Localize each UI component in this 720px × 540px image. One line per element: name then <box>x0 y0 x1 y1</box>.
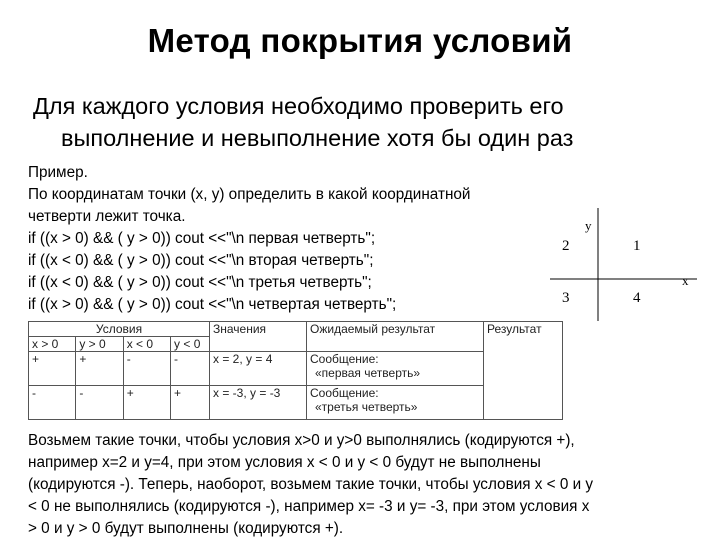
header-conditions: Условия <box>29 322 210 337</box>
mark-cell: - <box>123 352 170 386</box>
expected-cell <box>307 386 484 420</box>
values-cell: x = -3, y = -3 <box>210 386 307 420</box>
mark-cell: + <box>123 386 170 420</box>
quadrant-2-label: 2 <box>562 238 570 254</box>
condition-x-lt-0: x < 0 <box>123 337 170 352</box>
code-line: if ((x < 0) && ( y > 0)) cout <<"\n вторая четверть"; <box>28 252 374 269</box>
x-axis-label: x <box>682 273 689 288</box>
quadrant-1-label: 1 <box>633 238 641 254</box>
expected-line-2: «первая четверть» <box>315 366 421 380</box>
intro-text <box>33 90 713 154</box>
code-line: if ((x > 0) && ( y > 0)) cout <<"\n первая четверть"; <box>28 230 376 247</box>
condition-x-gt-0: x > 0 <box>29 337 76 352</box>
table-row <box>29 386 563 420</box>
mark-cell: - <box>76 386 123 420</box>
expected-line-2: «третья четверть» <box>315 400 418 414</box>
mark-cell: + <box>29 352 76 386</box>
explanation-line: Возьмем такие точки, чтобы условия x>0 и y>0 выполнялись (кодируются +), <box>28 432 575 449</box>
conditions-table <box>28 321 563 420</box>
intro-line-1: Для каждого условия необходимо проверить его <box>33 93 564 119</box>
expected-line-1: Сообщение: <box>310 386 379 400</box>
example-line: четверти лежит точка. <box>28 208 186 225</box>
example-line: По координатам точки (x, y) определить в какой координатной <box>28 186 471 203</box>
intro-line-2: выполнение и невыполнение хотя бы один раз <box>61 125 574 151</box>
explanation-line: < 0 не выполнялись (кодируются -), например x= -3 и y= -3, при этом условия x <box>28 498 590 515</box>
slide-title: Метод покрытия условий <box>147 22 573 59</box>
header-values: Значения <box>210 322 307 352</box>
table-header-row <box>29 322 563 337</box>
expected-line-1: Сообщение: <box>310 352 379 366</box>
code-line: if ((x < 0) && ( y > 0)) cout <<"\n третья четверть"; <box>28 274 372 291</box>
expected-cell <box>307 352 484 386</box>
header-expected: Ожидаемый результат <box>307 322 484 352</box>
explanation-line: например x=2 и y=4, при этом условия x < 0 и y < 0 будут не выполнены <box>28 454 541 471</box>
y-axis-label: y <box>585 218 592 233</box>
quadrant-4-label: 4 <box>633 290 641 306</box>
mark-cell: - <box>171 352 210 386</box>
quadrant-3-label: 3 <box>562 290 570 306</box>
coordinate-axes-diagram <box>545 205 705 325</box>
table-row <box>29 352 563 386</box>
condition-y-gt-0: y > 0 <box>76 337 123 352</box>
mark-cell: + <box>76 352 123 386</box>
code-line: if ((x > 0) && ( y > 0)) cout <<"\n четвертая четверть"; <box>28 296 397 313</box>
values-cell: x = 2, y = 4 <box>210 352 307 386</box>
explanation-text <box>28 430 700 540</box>
explanation-line: > 0 и y > 0 будут выполнены (кодируются +). <box>28 520 344 537</box>
header-result: Результат <box>484 322 563 420</box>
mark-cell: + <box>171 386 210 420</box>
example-block <box>28 162 588 316</box>
explanation-line: (кодируются -). Теперь, наоборот, возьмем такие точки, чтобы условия x < 0 и y <box>28 476 594 493</box>
example-heading: Пример. <box>28 164 88 181</box>
mark-cell: - <box>29 386 76 420</box>
condition-y-lt-0: y < 0 <box>171 337 210 352</box>
